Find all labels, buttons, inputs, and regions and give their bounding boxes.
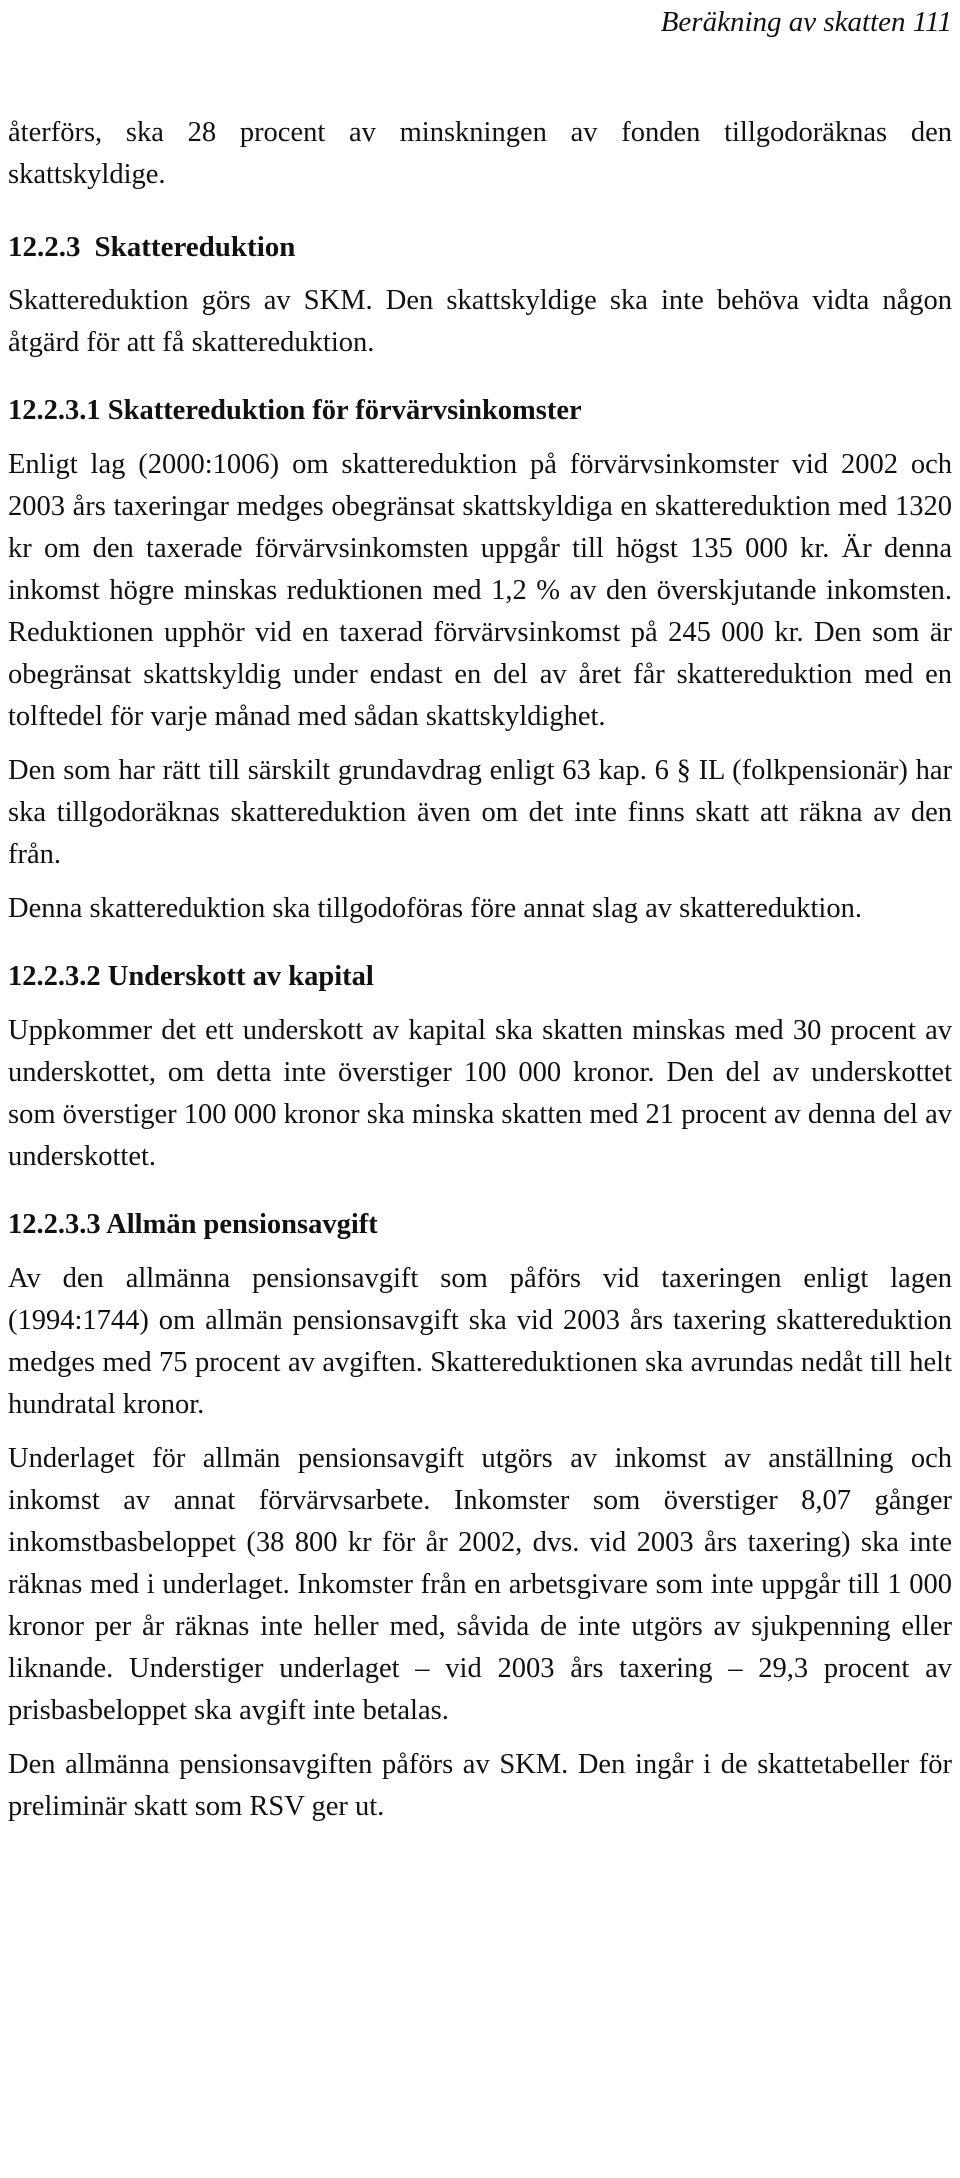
running-header xyxy=(8,2,952,42)
document-page xyxy=(8,0,952,1828)
section-title: Skattereduktion xyxy=(94,231,296,263)
paragraph-forvarvsinkomster: Enligt lag (2000:1006) om skattereduktion på förvärvsinkomster vid 2002 och 2003 års taxeringar medges obegränsat skattskyldiga en skattereduktion med 1320 kr om den taxerade förvärvsinkomsten uppgår till högst 135 000 kr. Är denna inkomst högre minskas reduktionen med 1,2 % av den överskjutande inkomsten. Reduktionen upphör vid en taxerad förvärvsinkomst på 245 000 kr. Den som är obegränsat skattskyldig under endast en del av året får skattereduktion med en tolftedel för varje månad med sådan skattskyldighet. xyxy=(8,449,952,732)
paragraph-skm: Den allmänna pensionsavgiften påförs av SKM. Den ingår i de skattetabeller för preliminär skatt som RSV ger ut. xyxy=(8,1749,952,1822)
page-number: 111 xyxy=(912,6,952,38)
paragraph-tillgodoforas: Denna skattereduktion ska tillgodoföras före annat slag av skattereduktion. xyxy=(8,893,862,924)
paragraph-underlag: Underlaget för allmän pensionsavgift utgörs av inkomst av anställning och inkomst av annat förvärvsarbete. Inkomster som överstiger 8,07 gånger inkomstbasbeloppet (38 800 kr för år 2002, dvs. vid 2003 års taxering) ska inte räknas med i underlaget. Inkomster från en arbetsgivare som inte uppgår till 1 000 kronor per år räknas inte heller med, såvida de inte utgörs av sjukpenning eller liknande. Understiger underlaget – vid 2003 års taxering – 29,3 procent av prisbasbeloppet ska avgift inte betalas. xyxy=(8,1443,952,1726)
paragraph-folkpensionar: Den som har rätt till särskilt grundavdrag enligt 63 kap. 6 § IL (folkpensionär) har ska tillgodoräknas skattereduktion även om det inte finns skatt att räkna av den från. xyxy=(8,755,952,870)
paragraph-pensionsavgift: Av den allmänna pensionsavgift som påförs vid taxeringen enligt lagen (1994:1744) om allmän pensionsavgift ska vid 2003 års taxering skattereduktion medges med 75 procent av avgiften. Skattereduktionen ska avrundas nedåt till helt hundratal kronor. xyxy=(8,1263,952,1420)
section-number: 12.2.3 xyxy=(8,231,81,263)
subsection-heading-pensionsavgift: 12.2.3.3 Allmän pensionsavgift xyxy=(8,1209,378,1240)
header-title: Beräkning av skatten xyxy=(660,6,906,38)
paragraph-intro: återförs, ska 28 procent av minskningen av fonden tillgodoräknas den skattskyldige. xyxy=(8,117,952,190)
paragraph-skattereduktion-intro: Skattereduktion görs av SKM. Den skattskyldige ska inte behöva vidta någon åtgärd för att få skattereduktion. xyxy=(8,285,952,358)
section-heading-skattereduktion xyxy=(8,226,952,268)
subsection-heading-underskott: 12.2.3.2 Underskott av kapital xyxy=(8,961,374,992)
paragraph-underskott: Uppkommer det ett underskott av kapital ska skatten minskas med 30 procent av underskottet, om detta inte överstiger 100 000 kronor. Den del av underskottet som överstiger 100 000 kronor ska minska skatten med 21 procent av denna del av underskottet. xyxy=(8,1015,952,1172)
subsection-heading-forvarvsinkomster: 12.2.3.1 Skattereduktion för förvärvsinkomster xyxy=(8,395,582,426)
